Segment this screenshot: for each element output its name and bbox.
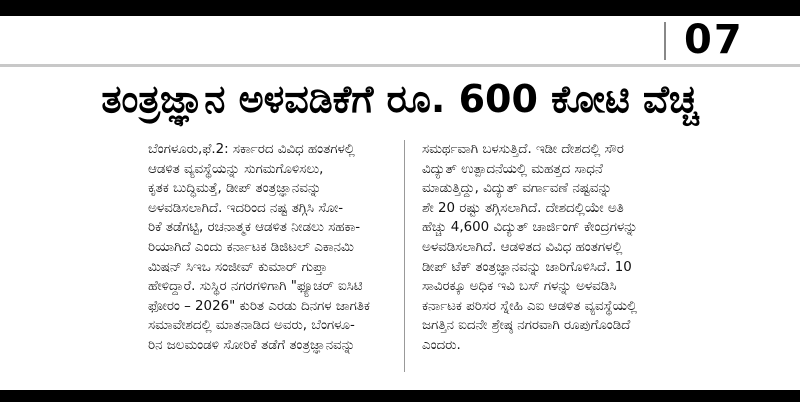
article-line: ಸಮಾವೇಶದಲ್ಲಿ ಮಾತನಾಡಿದ ಅವರು, ಬೆಂಗಳೂ- — [148, 318, 355, 334]
article-left-column — [148, 140, 392, 356]
article-line: ಸಮರ್ಥವಾಗಿ ಬಳಸುತ್ತಿದೆ. ಇಡೀ ದೇಶದಲ್ಲಿ ಸೌರ — [422, 142, 624, 157]
header-vertical-rule — [664, 22, 666, 60]
article-line: ಅಳವಡಿಸಲಾಗಿದೆ. ಆಡಳಿತದ ವಿವಿಧ ಹಂತಗಳಲ್ಲಿ — [422, 239, 623, 255]
article-line: ಕರ್ನಾಟಕ ಪರಿಸರ ಸ್ನೇಹಿ ಎಐ ಆಡಳಿತ ವ್ಯವಸ್ಥೆಯಲ್ಲಿ — [422, 298, 638, 314]
article-line: ರಿಕೆ ತಡೆಗಟ್ಟಿ, ರಚನಾತ್ಮಕ ಆಡಳಿತ ನೀಡಲು ಸಹಕಾ- — [148, 220, 361, 236]
article-line: ಮಾಡುತ್ತಿದ್ದು, ವಿದ್ಯುತ್ ವರ್ಗಾವಣೆ ನಷ್ಟವನ್ನು — [422, 181, 612, 197]
article-line: ಡೀಪ್ ಟೆಕ್ ತಂತ್ರಜ್ಞಾನವನ್ನು ಜಾರಿಗೊಳಿಸಿದೆ. 10 — [422, 259, 632, 275]
article-line: ಆಡಳಿತ ವ್ಯವಸ್ಥೆಯನ್ನು ಸುಗಮಗೊಳಿಸಲು, — [148, 161, 324, 177]
column-divider — [404, 140, 405, 372]
article-line: ಹೆಚ್ಚು 4,600 ವಿದ್ಯುತ್ ಚಾರ್ಜಿಂಗ್ ಕೇಂದ್ರಗಳನ್ನು — [422, 220, 638, 236]
article-line: ಅಳವಡಿಸಲಾಗಿದೆ. ಇದರಿಂದ ನಷ್ಟ ತಗ್ಗಿಸಿ ಸೋ- — [148, 200, 344, 216]
article-line: ರಿನ ಜಲಮಂಡಳಿ ಸೋರಿಕೆ ತಡೆಗೆ ತಂತ್ರಜ್ಞಾನವನ್ನು — [148, 337, 356, 353]
article-line: ಎಂದರು. — [422, 337, 461, 353]
bottom-black-bar — [0, 390, 800, 402]
article-line: ಕೃತಕ ಬುದ್ಧಿಮತ್ತೆ, ಡೀಪ್ ತಂತ್ರಜ್ಞಾನವನ್ನು — [148, 181, 322, 197]
article-line: ಶೇ 20 ರಷ್ಟು ತಗ್ಗಿಸಲಾಗಿದೆ. ದೇಶದಲ್ಲಿಯೇ ಅತಿ — [422, 200, 624, 216]
article-line: ಸಾವಿರಕ್ಕೂ ಅಧಿಕ ಇವಿ ಬಸ್ ಗಳನ್ನು ಅಳವಡಿಸಿ — [422, 279, 617, 295]
article-headline: ತಂತ್ರಜ್ಞಾನ ಅಳವಡಿಕೆಗೆ ರೂ. 600 ಕೋಟಿ ವೆಚ್ಚ — [101, 77, 699, 121]
article-line: ಫೋರಂ – 2026" ಕುರಿತ ಎರಡು ದಿನಗಳ ಜಾಗತಿಕ — [148, 298, 370, 314]
article-line: ಹೇಳಿದ್ದಾರೆ. ಸುಸ್ಥಿರ ನಗರಗಳಿಗಾಗಿ "ಫ್ಯೂಚರ್ ಐಸಿಟಿ — [148, 279, 363, 295]
article-line: ಜಗತ್ತಿನ ಐದನೇ ಶ್ರೇಷ್ಠ ನಗರವಾಗಿ ರೂಪುಗೊಂಡಿದೆ — [422, 318, 631, 334]
top-black-bar — [0, 0, 800, 16]
header-divider — [0, 64, 800, 67]
page-number: 07 — [684, 17, 744, 63]
article-line: ಬೆಂಗಳೂರು,ಫೆ.2: ಸರ್ಕಾರದ ವಿವಿಧ ಹಂತಗಳಲ್ಲಿ — [148, 142, 355, 157]
article-line: ರಿಯಾಗಿದೆ ಎಂದು ಕರ್ನಾಟಕ ಡಿಜಿಟಲ್ ಎಕಾನಮಿ — [148, 239, 354, 255]
article-line: ವಿದ್ಯುತ್ ಉತ್ಪಾದನೆಯಲ್ಲಿ ಮಹತ್ತದ ಸಾಧನೆ — [422, 161, 603, 177]
article-line: ಮಿಷನ್ ಸಿಇಒ ಸಂಜೀವ್ ಕುಮಾರ್ ಗುಪ್ತಾ — [148, 259, 328, 275]
article-right-column — [422, 140, 670, 356]
